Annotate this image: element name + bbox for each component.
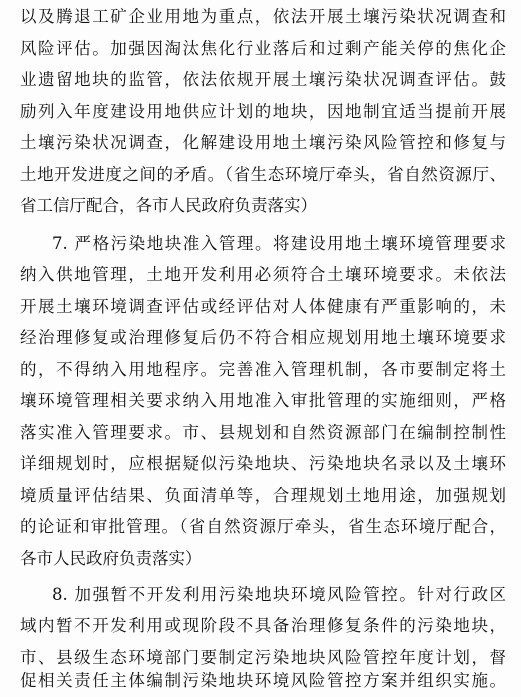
- text-line: 土地开发进度之间的矛盾。（省生态环境厅牵头，省自然资源厅、: [20, 165, 506, 184]
- text-line: 各市人民政府负责落实）: [20, 549, 202, 568]
- text-line: 的，不得纳入用地程序。完善准入管理机制，各市要制定将土: [20, 360, 506, 379]
- text-line: 落实准入管理要求。市、县规划和自然资源部门在编制控制性: [20, 423, 506, 442]
- text-line: 详细规划时，应根据疑似污染地块、污染地块名录以及土壤环: [20, 454, 506, 473]
- text-line: 境质量评估结果、负面清单等，合理规划土地用途，加强规划: [20, 486, 506, 505]
- text-line: 市、县级生态环境部门要制定污染地块风险管控年度计划，督: [20, 648, 506, 667]
- text-line: 风险评估。加强因淘汰焦化行业落后和过剩产能关停的焦化企: [20, 39, 506, 58]
- text-line: 以及腾退工矿企业用地为重点，依法开展土壤污染状况调查和: [20, 7, 506, 26]
- text-line: 壤环境管理相关要求纳入用地准入审批管理的实施细则，严格: [20, 391, 506, 410]
- text-line: 经治理修复或治理修复后仍不符合相应规划用地土壤环境要求: [20, 328, 506, 347]
- text-line: 纳入供地管理，土地开发利用必须符合土壤环境要求。未依法: [20, 265, 506, 284]
- text-line: 业遗留地块的监管，依法依规开展土壤污染状况调查评估。鼓: [20, 70, 506, 89]
- text-line: 开展土壤环境调查评估或经评估对人体健康有严重影响的，未: [20, 297, 506, 316]
- text-line: 土壤污染状况调查，化解建设用地土壤污染风险管控和修复与: [20, 133, 506, 152]
- text-line: 励列入年度建设用地供应计划的地块，因地制宜适当提前开展: [20, 102, 506, 121]
- text-line: 促相关责任主体编制污染地块环境风险管控方案并组织实施。: [20, 671, 506, 690]
- text-line: 的论证和审批管理。（省自然资源厅牵头，省生态环境厅配合，: [20, 517, 506, 536]
- text-line: 域内暂不开发利用或现阶段不具备治理修复条件的污染地块，: [20, 616, 506, 635]
- section-heading-line: 8. 加强暂不开发利用污染地块环境风险管控。针对行政区: [52, 585, 506, 604]
- section-heading-line: 7. 严格污染地块准入管理。将建设用地土壤环境管理要求: [52, 234, 506, 253]
- text-line: 省工信厅配合，各市人民政府负责落实）: [20, 196, 317, 215]
